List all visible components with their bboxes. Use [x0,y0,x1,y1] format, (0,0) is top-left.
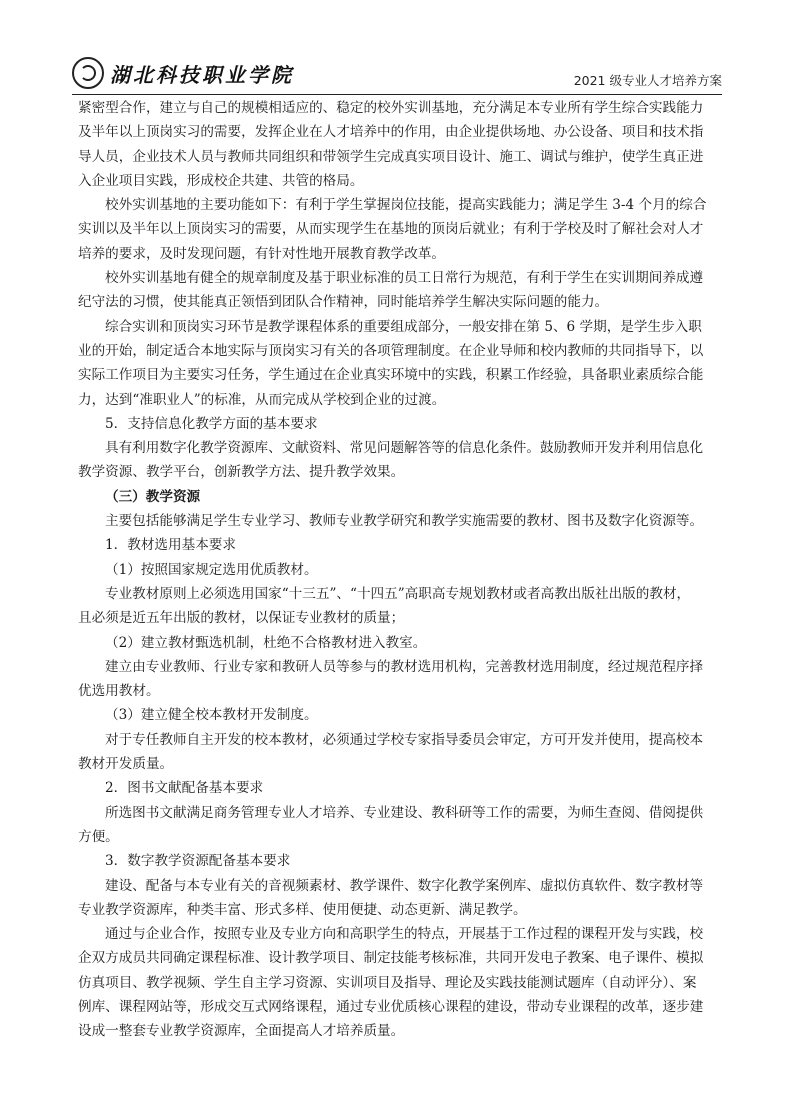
text-line: 主要包括能够满足学生专业学习、教师专业教学研究和教学实施需要的教材、图书及数字化资源等。 [105,513,704,530]
text-line: 入企业项目实践，形成校企共建、共管的格局。 [78,172,364,189]
section-heading: （三）教学资源 [105,488,201,505]
text-line: 通过与企业合作，按照专业及专业方向和高职学生的特点，开展基于工作过程的课程开发与实践，校 [105,926,704,943]
text-line: （3）建立健全校本教材开发制度。 [105,707,318,724]
page-header [72,52,722,95]
text-line: 力，达到“准职业人”的标准，从而完成从学校到企业的过渡。 [78,391,446,408]
text-line: 仿真项目、教学视频、学生自主学习资源、实训项目及指导、理论及实践技能测试题库（自动评分）、案 [78,974,697,991]
text-line: 方便。 [78,828,119,845]
text-line: 具有利用数字化教学资源库、文献资料、常见问题解答等的信息化条件。鼓励教师开发并利用信息化 [105,440,704,457]
text-line: 专业教材原则上必须选用国家“十三五”、“十四五”高职高专规划教材或者高教出版社出版的教材， [105,585,691,602]
text-line: 且必须是近五年出版的教材，以保证专业教材的质量； [78,610,405,627]
school-logo [72,56,294,90]
text-line: （1）按照国家规定选用优质教材。 [105,561,318,578]
text-line: 2．图书文献配备基本要求 [105,780,264,797]
text-line: 1．教材选用基本要求 [105,537,236,554]
text-line: 企双方成员共同确定课程标准、设计教学项目、制定技能考核标准，共同开发电子教案、电子课件、模拟 [78,950,704,967]
document-body [78,96,718,1044]
text-line: 校外实训基地有健全的规章制度及基于职业标准的员工日常行为规范，有利于学生在实训期间养成遵 [105,270,704,287]
school-seal-icon [72,57,104,89]
text-line: 教材开发质量。 [78,756,174,773]
text-line: 建设、配备与本专业有关的音视频素材、教学课件、数字化教学案例库、虚拟仿真软件、数字教材等 [105,877,704,894]
text-line: （2）建立教材甄选机制，杜绝不合格教材进入教室。 [105,634,427,651]
text-line: 教学资源、教学平台，创新教学方法、提升教学效果。 [78,464,405,481]
text-line: 校外实训基地的主要功能如下：有利于学生掌握岗位技能，提高实践能力；满足学生 3-4 个月的综合 [105,197,707,214]
text-line: 3．数字教学资源配备基本要求 [105,853,291,870]
text-line: 业的开始，制定适合本地实际与顶岗实习有关的各项管理制度。在企业导师和校内教师的共同指导下，以 [78,342,704,359]
text-line: 5．支持信息化教学方面的基本要求 [105,415,318,432]
text-line: 优选用教材。 [78,683,160,700]
text-line: 及半年以上顶岗实习的需要，发挥企业在人才培养中的作用，由企业提供场地、办公设备、项目和技术指 [78,124,704,141]
text-line: 对于专任教师自主开发的校本教材，必须通过学校专家指导委员会审定，方可开发并使用，提高校本 [105,731,704,748]
text-line: 实际工作项目为主要实习任务，学生通过在企业真实环境中的实践，积累工作经验，具备职业素质综合能 [78,367,704,384]
text-line: 纪守法的习惯，使其能真正领悟到团队合作精神，同时能培养学生解决实际问题的能力。 [78,294,609,311]
plan-title: 2021 级专业人才培养方案 [573,73,722,88]
text-line: 所选图书文献满足商务管理专业人才培养、专业建设、教科研等工作的需要，为师生查阅、借阅提供 [105,804,704,821]
school-name: 湖北科技职业学院 [110,62,294,87]
text-line: 导人员，企业技术人员与教师共同组织和带领学生完成真实项目设计、施工、调试与维护，使学生真正进 [78,148,704,165]
text-line: 紧密型合作，建立与自己的规模相适应的、稳定的校外实训基地，充分满足本专业所有学生综合实践能力 [78,100,704,116]
text-line: 专业教学资源库，种类丰富、形式多样、使用便捷、动态更新、满足教学。 [78,901,527,918]
text-line: 例库、课程网站等，形成交互式网络课程，通过专业优质核心课程的建设，带动专业课程的改革，逐步建 [78,998,704,1015]
text-line: 培养的要求，及时发现问题，有针对性地开展教育教学改革。 [78,245,446,262]
text-line: 设成一整套专业教学资源库，全面提高人才培养质量。 [78,1023,405,1040]
text-line: 实训以及半年以上顶岗实习的需要，从而实现学生在基地的顶岗后就业；有利于学校及时了解社会对人才 [78,221,704,238]
text-line: 综合实训和顶岗实习环节是教学课程体系的重要组成部分，一般安排在第 5、6 学期，是学生步入职 [105,318,702,335]
text-line: 建立由专业教师、行业专家和教研人员等参与的教材选用机构，完善教材选用制度，经过规范程序择 [105,658,704,675]
